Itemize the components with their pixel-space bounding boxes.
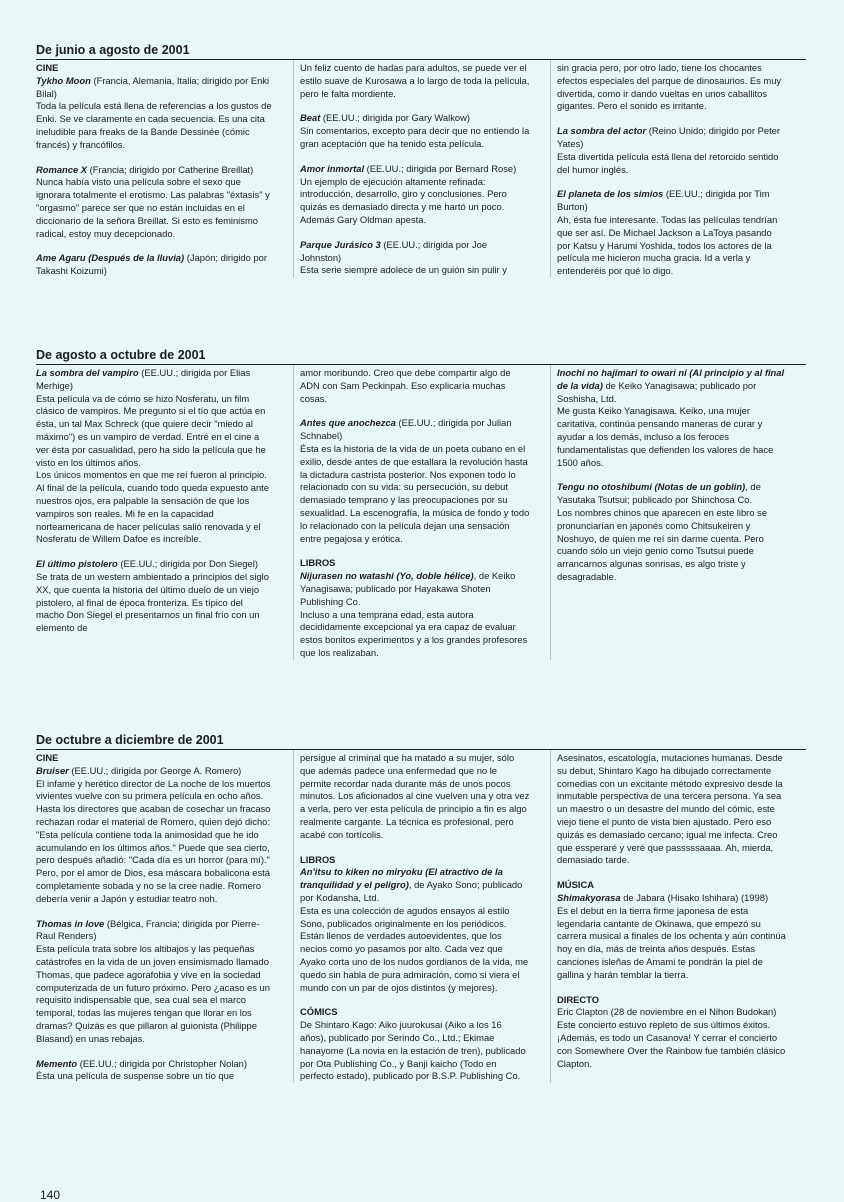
- entry-title: Romance X: [36, 163, 88, 175]
- entry-credits: (Francia, Alemania, Italia; dirigido por Enki Bilal): [36, 74, 270, 99]
- entry-heading: [36, 75, 273, 101]
- entry-heading: [36, 164, 273, 177]
- review-entry: [300, 163, 530, 227]
- text-column: [293, 60, 536, 278]
- entry-credits: (EE.UU.; dirigida por Tim Burton): [557, 188, 770, 213]
- review-entry: [557, 62, 787, 113]
- entry-credits: , de Ayako Sono; publicado por Kodansha, Ltd.: [300, 879, 523, 903]
- entry-title: La sombra del vampiro: [36, 367, 139, 378]
- text-column: [36, 365, 279, 660]
- entry-title: Tengu no otoshibumi (Notas de un goblin): [557, 481, 746, 493]
- entry-credits: (EE.UU.; dirigida por Elias Merhige): [36, 367, 251, 391]
- entry-body: Se trata de un western ambientado a principios del siglo XX, que cuenta la historia del último duelo de un viejo pistolero, al final de época fronteriza. Es típico del macho Don Siegel el presentarnos un final frío con un elemento de: [36, 570, 269, 634]
- text-column: [293, 750, 536, 1083]
- review-entry: [300, 62, 530, 100]
- category-label: CINE: [36, 62, 59, 73]
- entry-body: persigue al criminal que ha matado a su mujer, sólo que además padece una enfermedad que no le permite recordar nada durante más de unos pocos minutos. Los aficionados al cine vuelven una y otra vez a verla, pero ver esta película de principio a fin es algo realmente cargante. La técnica es profesional, pero acabé con tortícolis.: [300, 752, 530, 840]
- entry-body: sin gracia pero, por otro lado, tiene los chocantes efectos especiales del parque de dinosaurios. Es muy divertida, como ir dando vueltas en unos caballitos gigantes. Pero el sonido es irritante.: [557, 62, 782, 112]
- section-oct-dec: [36, 732, 806, 1083]
- review-entry: [300, 239, 530, 277]
- entry-credits: (Japón; dirigido por Takashi Koizumi): [36, 252, 268, 277]
- entry-title: Tykho Moon: [36, 74, 91, 86]
- review-entry: [557, 752, 787, 867]
- review-entry: [557, 125, 787, 176]
- entry-body: Me gusta Keiko Yanagisawa. Keiko, una mujer caritativa, continúa pensando maneras de curar y ayudar a los demás, incluso a los feroces fundamentalistas que defienden los valores de hace 1500 años.: [557, 405, 774, 468]
- entry-body: Ah, ésta fue interesante. Todas las películas tendrían que ser así. De Michael Jackson a LaToya pasando por Katsu y Harumi Yoshida, todos los actores de la película me hicieron mucha gracia. Id a verla y entenderéis por qué lo digo.: [557, 213, 778, 277]
- entry-heading: [36, 765, 273, 778]
- entry-heading: [300, 570, 530, 608]
- entry-title: Memento: [36, 1057, 78, 1069]
- review-entry: [36, 164, 273, 241]
- entry-heading: [36, 918, 273, 944]
- review-entry: [36, 1058, 273, 1084]
- category-label: LIBROS: [300, 853, 336, 865]
- entry-heading: [36, 252, 273, 278]
- entry-heading: [300, 112, 530, 125]
- entry-credits: de Keiko Yanagisawa; publicado por Soshisha, Ltd.: [557, 379, 757, 404]
- category-label: CÓMICS: [300, 1006, 338, 1018]
- review-entry: [557, 367, 787, 469]
- review-entry: [557, 994, 787, 1071]
- entry-heading: [300, 163, 530, 176]
- entry-credits: (EE.UU.; dirigida por Don Siegel): [117, 558, 258, 570]
- section-title: De agosto a octubre de 2001: [36, 347, 806, 365]
- entry-heading: [557, 481, 787, 507]
- entry-title: El planeta de los simios: [557, 188, 664, 200]
- review-entry: [36, 62, 273, 152]
- entry-credits: , de Yasutaka Tsutsui; publicado por Shinchosa Co.: [557, 481, 761, 506]
- section-jun-aug: [36, 42, 806, 278]
- category-label: MÚSICA: [557, 879, 594, 891]
- review-entry: [36, 558, 273, 635]
- entry-body: Esta divertida película está llena del retorcido sentido del humor inglés.: [557, 150, 779, 175]
- review-entry: [300, 1006, 530, 1083]
- entry-body: Esta película trata sobre los altibajos y las pequeñas catástrofes en la vida de un joven ensimismado llamado Thomas, que padece agorafobia y vive en la sociedad computerizada de un futuro próximo. Pero ¿acaso es un requisito indispensable que, sea cual sea el marco temporal, todas las mujeres tengan que llorar en los dramas? Quizás es que pillaron al guionista (Philippe Blasand) en unas rebajas.: [36, 943, 270, 1044]
- entry-body: Ésta una película de suspense sobre un tío que: [36, 1070, 235, 1082]
- review-entry: [300, 367, 530, 405]
- entry-credits: , de Keiko Yanagisawa; publicado por Hayakawa Shoten Publishing Co.: [300, 570, 516, 607]
- entry-title: Parque Jurásico 3: [300, 238, 381, 250]
- review-entry: [300, 112, 530, 150]
- review-entry: [36, 367, 273, 546]
- entry-body: Incluso a una temprana edad, esta autora decididamente excepcional ya era capaz de evaluar estos bonitos experimentos y a los grandes profesores que los realizaban.: [300, 608, 528, 658]
- page-number: 140: [40, 1188, 61, 1202]
- text-column: [550, 750, 793, 1083]
- review-entry: [36, 252, 273, 278]
- text-column: [293, 365, 536, 660]
- entry-body: Este concierto estuvo repleto de sus últimos éxitos. ¡Además, es todo un Casanova! Y cerrar el concierto con Somewhere Over the Rainbow fue también clásico Clapton.: [557, 1019, 786, 1069]
- entry-body: El infame y herético director de La noche de los muertos vivientes vuelve con su primera película en ocho años. Hasta los directores que acaban de cosechar un fracaso rechazan rodar el material de Romero, quien dejó dicho: "Esta película contiene toda la animosidad que he ido acumulando en los últimos años." Puede que sea cierto, pero después añadió: "Cada día es un horror (para mí)." Pero, por el amor de Dios, esa máscara bobalicona está completamente sobada y no se la cree nadie. Romero debería venir a Japón y estudiar teatro noh.: [36, 777, 271, 904]
- review-entry: [36, 918, 273, 1046]
- entry-credits: (EE.UU.; dirigida por Gary Walkow): [320, 112, 471, 124]
- entry-body: Esta película va de cómo se hizo Nosferatu, un film clásico de vampiros. Me pregunto si el tío que actúa en ésta, un tal Max Schreck (que quiere decir "miedo al máximo") es un vampiro de verdad. Entré en el cine a ver ésta por casualidad, pero ha sido la película que he visto en los últimos años.: [36, 392, 266, 468]
- entry-heading: [36, 367, 273, 393]
- category-label: LIBROS: [300, 557, 336, 569]
- entry-heading: [557, 892, 787, 905]
- entry-title: Shimakyorasa: [557, 891, 621, 903]
- entry-title: Amor inmortal: [300, 162, 365, 174]
- entry-body: Sin comentarios, excepto para decir que no entiendo la gran aceptación que ha tenido esta película.: [300, 125, 530, 149]
- entry-credits: (EE.UU.; dirigida por Bernard Rose): [364, 162, 517, 174]
- entry-title: Antes que anochezca: [300, 417, 396, 429]
- entry-heading: [36, 558, 273, 571]
- entry-body: De Shintaro Kago: Aiko juurokusai (Aiko a los 16 años), publicado por Serindo Co., Ltd.; Ekimae hanayome (La novia en la estación de tren), publicado por Ota Publishing Co., y Banji kaicho (Todo en perfecto estado), publicado por B.S.P. Publishing Co.: [300, 1019, 526, 1082]
- entry-title: Inochi no hajimari to owari ni (Al principio y al final de la vida): [557, 367, 785, 391]
- entry-heading: [300, 866, 530, 904]
- category-label: DIRECTO: [557, 993, 600, 1005]
- entry-body: Nunca había visto una película sobre el sexo que ignorara totalmente el erotismo. Las palabras "éxtasis" y "orgasmo" parece ser que no están incluidas en el diccionario de la señora Breillat. Si esto es feminismo radical, estoy muy decepcionado.: [36, 176, 270, 239]
- entry-title: El último pistolero: [36, 558, 118, 570]
- review-entry: [557, 879, 787, 981]
- entry-title: Ame Agaru (Después de la lluvia): [36, 252, 185, 264]
- entry-title: Thomas in love: [36, 917, 105, 929]
- entry-title: Nijurasen no watashi (Yo, doble hélice): [300, 570, 474, 582]
- section-aug-oct: [36, 347, 806, 660]
- entry-body: Toda la película está llena de referencias a los gustos de Enki. Se ve claramente en cada secuencia. Es una cita ineludible para freaks de la Bande Dessinée (cómic francés) y francófilos.: [36, 100, 272, 150]
- review-entry: [557, 481, 787, 583]
- section-title: De junio a agosto de 2001: [36, 42, 806, 60]
- entry-title: Beat: [300, 112, 321, 124]
- review-entry: [300, 752, 530, 842]
- entry-body: Los únicos momentos en que me reí fueron al principio. Al final de la película, cuando todo queda expuesto ante nuestros ojos, era palpable la sensación de que los vampiros son reales. Mi fe en la capacidad norteamericana de hacer películas salió renovada y el Nosferatu de Willem Dafoe es increíble.: [36, 469, 269, 545]
- entry-credits: (EE.UU.; dirigida por George A. Romero): [68, 764, 242, 776]
- entry-title: La sombra del actor: [557, 125, 647, 137]
- entry-body: amor moribundo. Creo que debe compartir algo de ADN con Sam Peckinpah. Eso explicaría muchas cosas.: [300, 367, 511, 404]
- review-entry: [300, 557, 530, 659]
- entry-body: Eric Clapton (28 de noviembre en el Nihon Budokan): [557, 1006, 777, 1018]
- entry-heading: [557, 125, 787, 151]
- entry-heading: [557, 188, 787, 214]
- entry-body: Ésta es la historia de la vida de un poeta cubano en el exilio, desde antes de que estallara la revolución hasta la dictadura castrista posterior. Nos exponen todo lo relacionado con su vida: su persecución, su debut demasiado temprano y las preocupaciones por su sexualidad. La escenografía, la música de fondo y todo lo relacionado con la película dejan una sensación entre pegajosa y erótica.: [300, 442, 530, 544]
- entry-heading: [300, 239, 530, 265]
- text-column: [36, 750, 279, 1083]
- text-column: [550, 365, 793, 660]
- category-label: CINE: [36, 752, 59, 763]
- entry-credits: (EE.UU.; dirigida por Christopher Nolan): [77, 1057, 248, 1069]
- entry-title: An'itsu to kiken no miryoku (El atractivo de la tranquilidad y el peligro): [300, 866, 503, 891]
- review-entry: [300, 854, 530, 995]
- review-entry: [36, 752, 273, 906]
- text-column: [36, 60, 279, 278]
- entry-credits: (EE.UU.; dirigida por Joe Johnston): [300, 238, 488, 263]
- entry-credits: (Francia; dirigido por Catherine Breillat): [87, 163, 254, 175]
- text-column: [550, 60, 793, 278]
- entry-heading: [36, 1058, 273, 1071]
- section-title: De octubre a diciembre de 2001: [36, 732, 806, 750]
- review-entry: [300, 417, 530, 545]
- entry-heading: [300, 417, 530, 443]
- entry-body: Esta serie siempre adolece de un guión sin pulir y: [300, 264, 507, 276]
- entry-title: Bruiser: [36, 764, 69, 776]
- entry-heading: [557, 367, 787, 405]
- entry-body: Asesinatos, escatología, mutaciones humanas. Desde su debut, Shintaro Kago ha dibujado correctamente comedias con un excitante método expresivo desde la inmutable perspectiva de una tercera persona. Ya sea un maestro o un desastre del mundo del cómic, este viejo tiene el punto de vista bien ajustado. Pero eso quizás es demasiado cercano; igual me infecta. Creo que essperaré y veré que passsssaaaa. Ah, mierda, demasiado tarde.: [557, 752, 783, 866]
- entry-credits: (Reino Unido; dirigido por Peter Yates): [557, 125, 781, 149]
- review-entry: [557, 188, 787, 278]
- entry-body: Un ejemplo de ejecución altamente refinada: introducción, desarrollo, giro y conclusiones. Pero quizás es demasiado directa y me hartó un poco. Además Gary Oldman apesta.: [300, 175, 507, 225]
- entry-body: Es el debut en la tierra firme japonesa de esta legendaria cantante de Okinawa, que empezó su carrera musical a finales de los ochenta y aún continúa hoy en día, más de treinta años después. Estas canciones isleñas de Amami te pondrán la piel de gallina y harán temblar la tierra.: [557, 904, 786, 980]
- entry-credits: (EE.UU.; dirigida por Julian Schnabel): [300, 417, 512, 442]
- entry-body: Esta es una colección de agudos ensayos al estilo Sono, publicados originalmente en los periódicos. Están llenos de verdades autoevidentes, que los necios como yo pasamos por alto. Cada vez que Ayako corta uno de los nudos gordianos de la vida, me quedo sin habla de pura admiración, como si viera el mundo con un par de ojos distintos (y mejores).: [300, 904, 529, 993]
- entry-body: Los nombres chinos que aparecen en este libro se pronunciarían en japonés como Chitsukeiren y Noshuyo, de quien me reí sin darme cuenta. Pero cuando sólo un viejo genio como Tsutsui puede arrancarnos algunas sonrisas, es algo triste y desagradable.: [557, 506, 768, 582]
- entry-credits: (Bélgica, Francia; dirigida por Pierre-Raul Renders): [36, 917, 260, 942]
- entry-body: Un feliz cuento de hadas para adultos, se puede ver el estilo suave de Kurosawa a lo largo de toda la película, pero le falta mordiente.: [300, 62, 530, 99]
- entry-credits: de Jabara (Hisako Ishihara) (1998): [620, 891, 769, 903]
